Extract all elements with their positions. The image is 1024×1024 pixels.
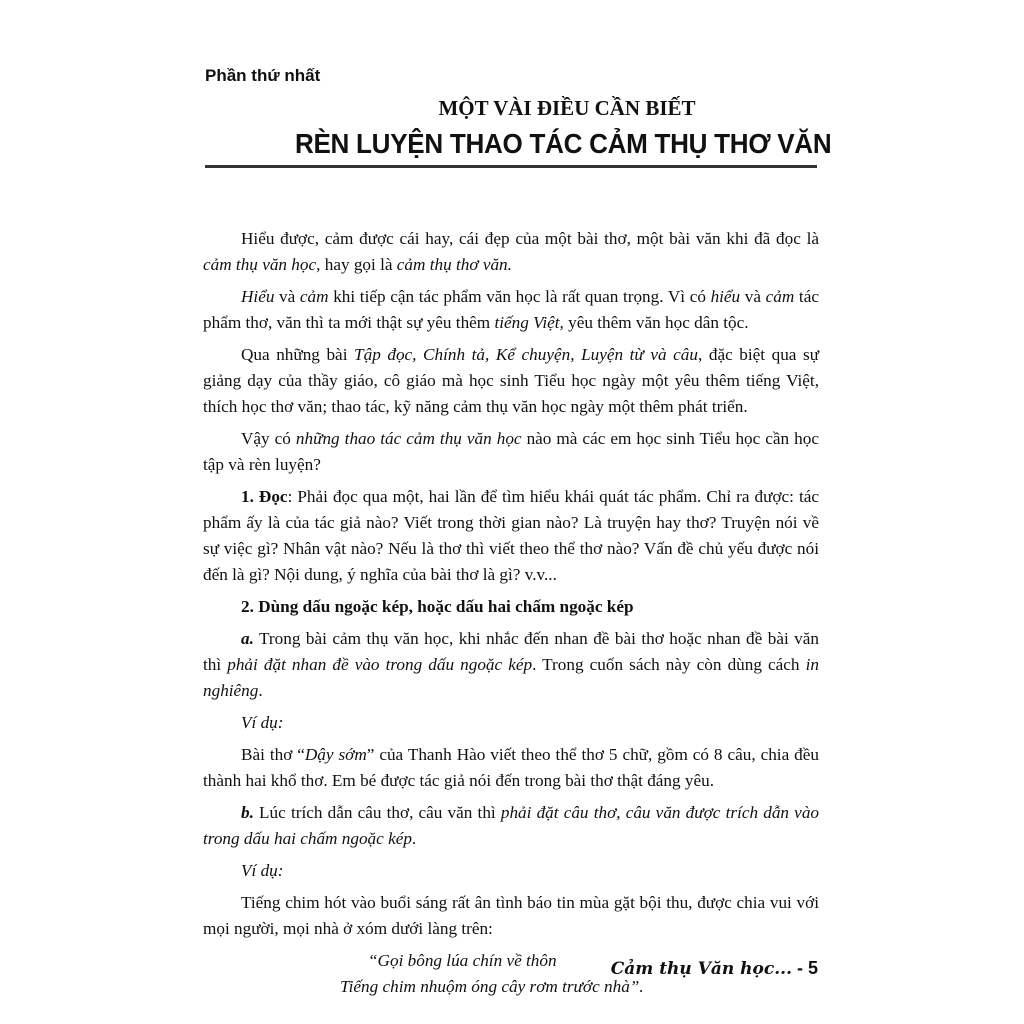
text-run: . <box>258 681 263 700</box>
paragraph <box>203 858 819 884</box>
emphasized-text: tiếng Việt, <box>494 313 564 332</box>
text-run: Tiếng chim hót vào buổi sáng rất ân tình báo tin mùa gặt bội thu, được chia vui với mọi người, mọi nhà ở xóm dưới làng trên: <box>203 893 819 938</box>
text-run: Vậy có <box>241 429 296 448</box>
text-run: và <box>274 287 300 306</box>
emphasized-text: Tập đọc, Chính tả, Kể chuyện, Luyện từ và câu <box>354 345 698 364</box>
paragraph <box>203 594 819 620</box>
emphasized-text: những thao tác cảm thụ văn học <box>295 429 522 448</box>
section-title: MỘT VÀI ĐIỀU CẦN BIẾT <box>438 96 696 120</box>
body-text <box>203 226 819 1000</box>
text-run: nào mà các em học sinh Tiểu học cần học tập và rèn luyện? <box>203 429 819 474</box>
emphasized-text: Ví dụ: <box>241 861 284 880</box>
emphasized-text: cảm thụ thơ văn. <box>396 255 512 274</box>
text-run: : Phải đọc qua một, hai lần để tìm hiểu khái quát tác phẩm. Chỉ ra được: tác phẩm ấy là của tác giả nào? Viết trong thời gian nào? Là truyện hay thơ? Truyện nói về sự việc gì? Nhân vật nào? Nếu là thơ thì viết theo thể thơ nào? Vấn đề chủ yếu được nói đến là gì? Nội dung, ý nghĩa của bài thơ là gì? v.v... <box>203 487 820 584</box>
part-label: Phần thứ nhất <box>205 66 321 85</box>
text-run: ” của Thanh Hào viết theo thể thơ 5 chữ, gồm có 8 câu, chia đều thành hai khổ thơ. Em bé được tác giả nói đến trong bài thơ thật đáng yêu. <box>203 745 819 790</box>
text-run: . Trong cuốn sách này còn dùng cách <box>532 655 806 674</box>
emphasized-text: Dậy sớm <box>304 745 367 764</box>
emphasized-text: Ví dụ: <box>241 713 284 732</box>
emphasized-text: cảm <box>299 287 329 306</box>
text-run: Bài thơ “ <box>241 745 305 764</box>
poem-line: “Gọi bông lúa chín về thôn <box>368 951 557 970</box>
emphasized-text: in nghiêng <box>203 655 819 700</box>
paragraph <box>203 484 819 588</box>
text-run: và <box>740 287 766 306</box>
paragraph <box>203 226 819 278</box>
text-run: Lúc trích dẫn câu thơ, câu văn thì <box>253 803 501 822</box>
text-run: , đặc biệt qua sự giảng dạy của thầy giáo, cô giáo mà học sinh Tiểu học ngày một yêu thêm tiếng Việt, thích học thơ văn; thao tác, kỹ năng cảm thụ văn học ngày một thêm phát triển. <box>203 345 820 416</box>
running-title: Cảm thụ Văn học... <box>610 959 792 979</box>
emphasized-text: a. <box>241 629 254 648</box>
footer-separator: - <box>791 958 808 978</box>
text-run: Hiểu được, cảm được cái hay, cái đẹp của một bài thơ, một bài văn khi đã đọc là <box>241 229 819 248</box>
paragraph <box>203 426 819 478</box>
emphasized-text: phải đặt nhan đề vào trong dấu ngoặc kép <box>227 655 533 674</box>
emphasized-text: 2. Dùng dấu ngoặc kép, hoặc dấu hai chấm ngoặc kép <box>241 597 634 616</box>
text-run: hay gọi là <box>320 255 397 274</box>
paragraph <box>203 284 819 336</box>
paragraph <box>203 742 819 794</box>
paragraph <box>203 890 819 942</box>
emphasized-text: cảm thụ văn học, <box>203 255 321 274</box>
paragraph <box>203 710 819 736</box>
paragraph <box>203 342 819 420</box>
title-divider <box>205 165 817 168</box>
emphasized-text: cảm <box>765 287 795 306</box>
text-run: . <box>411 829 417 848</box>
emphasized-text: b. <box>241 803 254 822</box>
emphasized-text: phải đặt câu thơ, câu văn được trích dẫn vào trong dấu hai chấm ngoặc kép <box>203 803 820 848</box>
text-run: Trong bài cảm thụ văn học, khi nhắc đến nhan đề bài thơ hoặc nhan đề bài văn thì <box>203 629 819 674</box>
poem-line: Tiếng chim nhuộm óng cây rơm trước nhà”. <box>340 977 644 996</box>
page-footer <box>611 958 818 979</box>
chapter-title: RÈN LUYỆN THAO TÁC CẢM THỤ THƠ VĂN <box>294 128 832 159</box>
paragraph <box>203 800 819 852</box>
text-run: tác phẩm thơ, văn thì ta mới thật sự yêu thêm <box>203 287 819 332</box>
text-run: khi tiếp cận tác phẩm văn học là rất quan trọng. Vì có <box>328 287 711 306</box>
text-run: yêu thêm văn học dân tộc. <box>563 313 749 332</box>
text-run: Qua những bài <box>241 345 355 364</box>
emphasized-text: Hiểu <box>241 287 275 306</box>
paragraph <box>203 626 819 704</box>
emphasized-text: hiểu <box>710 287 741 306</box>
emphasized-text: 1. Đọc <box>241 487 288 506</box>
page-number: 5 <box>807 958 818 978</box>
